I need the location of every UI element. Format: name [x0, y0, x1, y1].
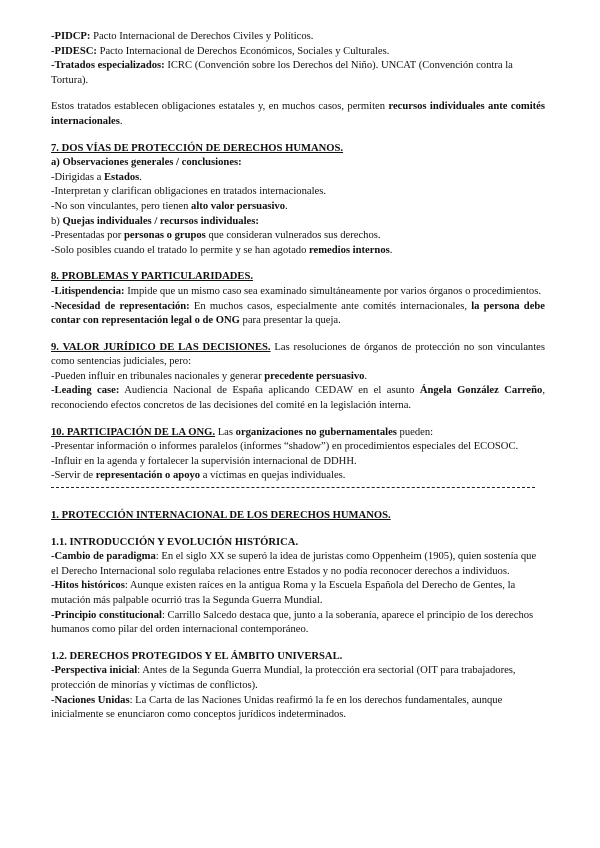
treaty-specialized	[51, 59, 545, 88]
bold-text: la persona debe contar con representación legal o de ONG	[51, 300, 545, 327]
bold-text: personas o grupos	[123, 230, 206, 242]
s12-i2	[51, 694, 545, 723]
s7-b1	[51, 229, 545, 244]
text: Audiencia Nacional de España aplicando CEDAW en el asunto	[119, 385, 420, 397]
s12-i1	[51, 664, 545, 693]
s7-a2: -Interpretan y clarifican obligaciones en tratados internacionales.	[51, 186, 327, 198]
bold-text: organizaciones no gubernamentales	[235, 426, 397, 438]
s7-a3	[51, 200, 545, 215]
s7-b-title	[51, 215, 545, 230]
text: .	[139, 171, 142, 183]
term: -Naciones Unidas	[51, 694, 130, 706]
section-9-title: 9. VALOR JURÍDICO DE LAS DECISIONES.	[51, 341, 271, 353]
term: -Necesidad de representación:	[51, 300, 190, 312]
s10-i3	[51, 469, 545, 484]
text: En muchos casos, especialmente ante comités internacionales,	[189, 300, 472, 312]
text: -Dirigidas a	[51, 171, 104, 183]
section-1-title: 1. PROTECCIÓN INTERNACIONAL DE LOS DERECHOS HUMANOS.	[51, 510, 391, 522]
text: pueden:	[396, 426, 434, 438]
treaty-pidcp	[51, 30, 545, 45]
term: -Tratados especializados:	[51, 60, 165, 72]
s10-i1: -Presentar información o informes paralelos (informes “shadow”) en procedimientos especiales del ECOSOC.	[51, 441, 519, 453]
term: -PIDCP:	[51, 31, 91, 42]
text: b)	[51, 215, 63, 227]
term: -Perspectiva inicial	[51, 665, 138, 677]
s8-i2	[51, 300, 545, 329]
text: que consideran vulnerados sus derechos.	[205, 230, 381, 242]
text: : Antes de la Segunda Guerra Mundial, la protección era sectorial (OIT para trabajadores, protección de minorías y víctimas de conflictos).	[51, 665, 516, 691]
term: -Leading case:	[51, 385, 120, 397]
text: : La Carta de las Naciones Unidas reafirmó la fe en los derechos fundamentales, aunque inicialmente se enunciaron como conceptos jurídicos indeterminados.	[51, 694, 503, 721]
text: Las	[215, 426, 236, 438]
s8-i1	[51, 285, 545, 300]
subheading: a) Observaciones generales / conclusiones:	[51, 157, 242, 169]
text: -Pueden influir en tribunales nacionales y generar	[51, 370, 265, 382]
text: .	[389, 244, 393, 256]
text: .	[285, 200, 288, 212]
text: Pacto Internacional de Derechos Económicos, Sociales y Culturales.	[96, 45, 390, 57]
text: : En el siglo XX se superó la idea de juristas como Oppenheim (1905), quien sostenía que el Derecho Internacional solo regulaba relaciones entre Estados y no podía reconocer derechos a individuos.	[51, 551, 537, 577]
term: -Litispendencia:	[51, 285, 125, 297]
section-7-title: 7. DOS VÍAS DE PROTECCIÓN DE DERECHOS HUMANOS.	[51, 142, 344, 154]
bold-text: alto valor persuasivo	[191, 200, 286, 212]
text: Pacto Internacional de Derechos Civiles y Políticos.	[90, 31, 314, 42]
s9-intro	[51, 341, 545, 370]
s9-i1	[51, 370, 545, 385]
s11-i1	[51, 550, 545, 579]
treaty-pidesc	[51, 45, 545, 60]
text: a víctimas en quejas individuales.	[200, 470, 346, 482]
bold-text: recursos individuales ante comités internacionales	[51, 101, 545, 127]
s7-b2	[51, 244, 545, 259]
s10-i2: -Influir en la agenda y fortalecer la supervisión internacional de DDHH.	[51, 455, 357, 467]
term: -Cambio de paradigma	[51, 551, 156, 563]
treaties-summary	[51, 100, 545, 129]
text: .	[119, 115, 123, 127]
term: -PIDESC:	[51, 45, 97, 57]
s11-i2	[51, 579, 545, 608]
bold-text: Ángela González Carreño	[419, 385, 543, 397]
text: : Aunque existen raíces en la antigua Roma y la Escuela Española del Derecho de Gentes, la mutación más palpable ocurrió tras la Segunda Guerra Mundial.	[51, 580, 516, 606]
bold-text: remedios internos	[309, 244, 390, 256]
text: Impide que un mismo caso sea examinado simultáneamente por varios órganos o procedimientos.	[124, 285, 541, 297]
text: Las resoluciones de órganos de protección no son vinculantes como sentencias judiciales, pero:	[51, 341, 545, 368]
s10-intro	[51, 426, 545, 441]
section-10-title: 10. PARTICIPACIÓN DE LA ONG.	[51, 426, 216, 438]
bold-text: Estados	[103, 171, 140, 183]
text: , reconociendo efectos concretos de las decisiones del comité en la legislación interna.	[51, 385, 545, 412]
s7-a-title	[51, 156, 545, 171]
text: para presentar la queja.	[239, 315, 341, 327]
document-page	[51, 30, 545, 723]
s11-i3	[51, 609, 545, 638]
subheading: Quejas individuales / recursos individuales:	[62, 215, 259, 227]
text: -Solo posibles cuando el tratado lo permite y se han agotado	[51, 244, 310, 256]
bold-text: representación o apoyo	[95, 470, 201, 482]
term: -Hitos históricos	[51, 580, 125, 592]
section-1-1-title: 1.1. INTRODUCCIÓN Y EVOLUCIÓN HISTÓRICA.	[51, 536, 299, 548]
s9-i2	[51, 384, 545, 413]
text: -Servir de	[51, 470, 96, 482]
section-8-title: 8. PROBLEMAS Y PARTICULARIDADES.	[51, 271, 254, 283]
text: -No son vinculantes, pero tienen	[51, 200, 192, 212]
s7-a1	[51, 171, 545, 186]
text: ICRC (Convención sobre los Derechos del Niño). UNCAT (Convención contra la Tortura).	[51, 60, 513, 86]
term: -Principio constitucional	[51, 609, 162, 621]
section-1-2-title: 1.2. DERECHOS PROTEGIDOS Y EL ÁMBITO UNIVERSAL.	[51, 650, 343, 662]
text: : Carrillo Salcedo destaca que, junto a la soberanía, aparece el principio de los derechos humanos como pilar del orden internacional contemporáneo.	[51, 609, 534, 636]
text: -Presentadas por	[51, 230, 124, 242]
text: .	[364, 370, 368, 382]
bold-text: precedente persuasivo	[264, 370, 365, 382]
text: Estos tratados establecen obligaciones estatales y, en muchos casos, permiten	[51, 101, 389, 113]
